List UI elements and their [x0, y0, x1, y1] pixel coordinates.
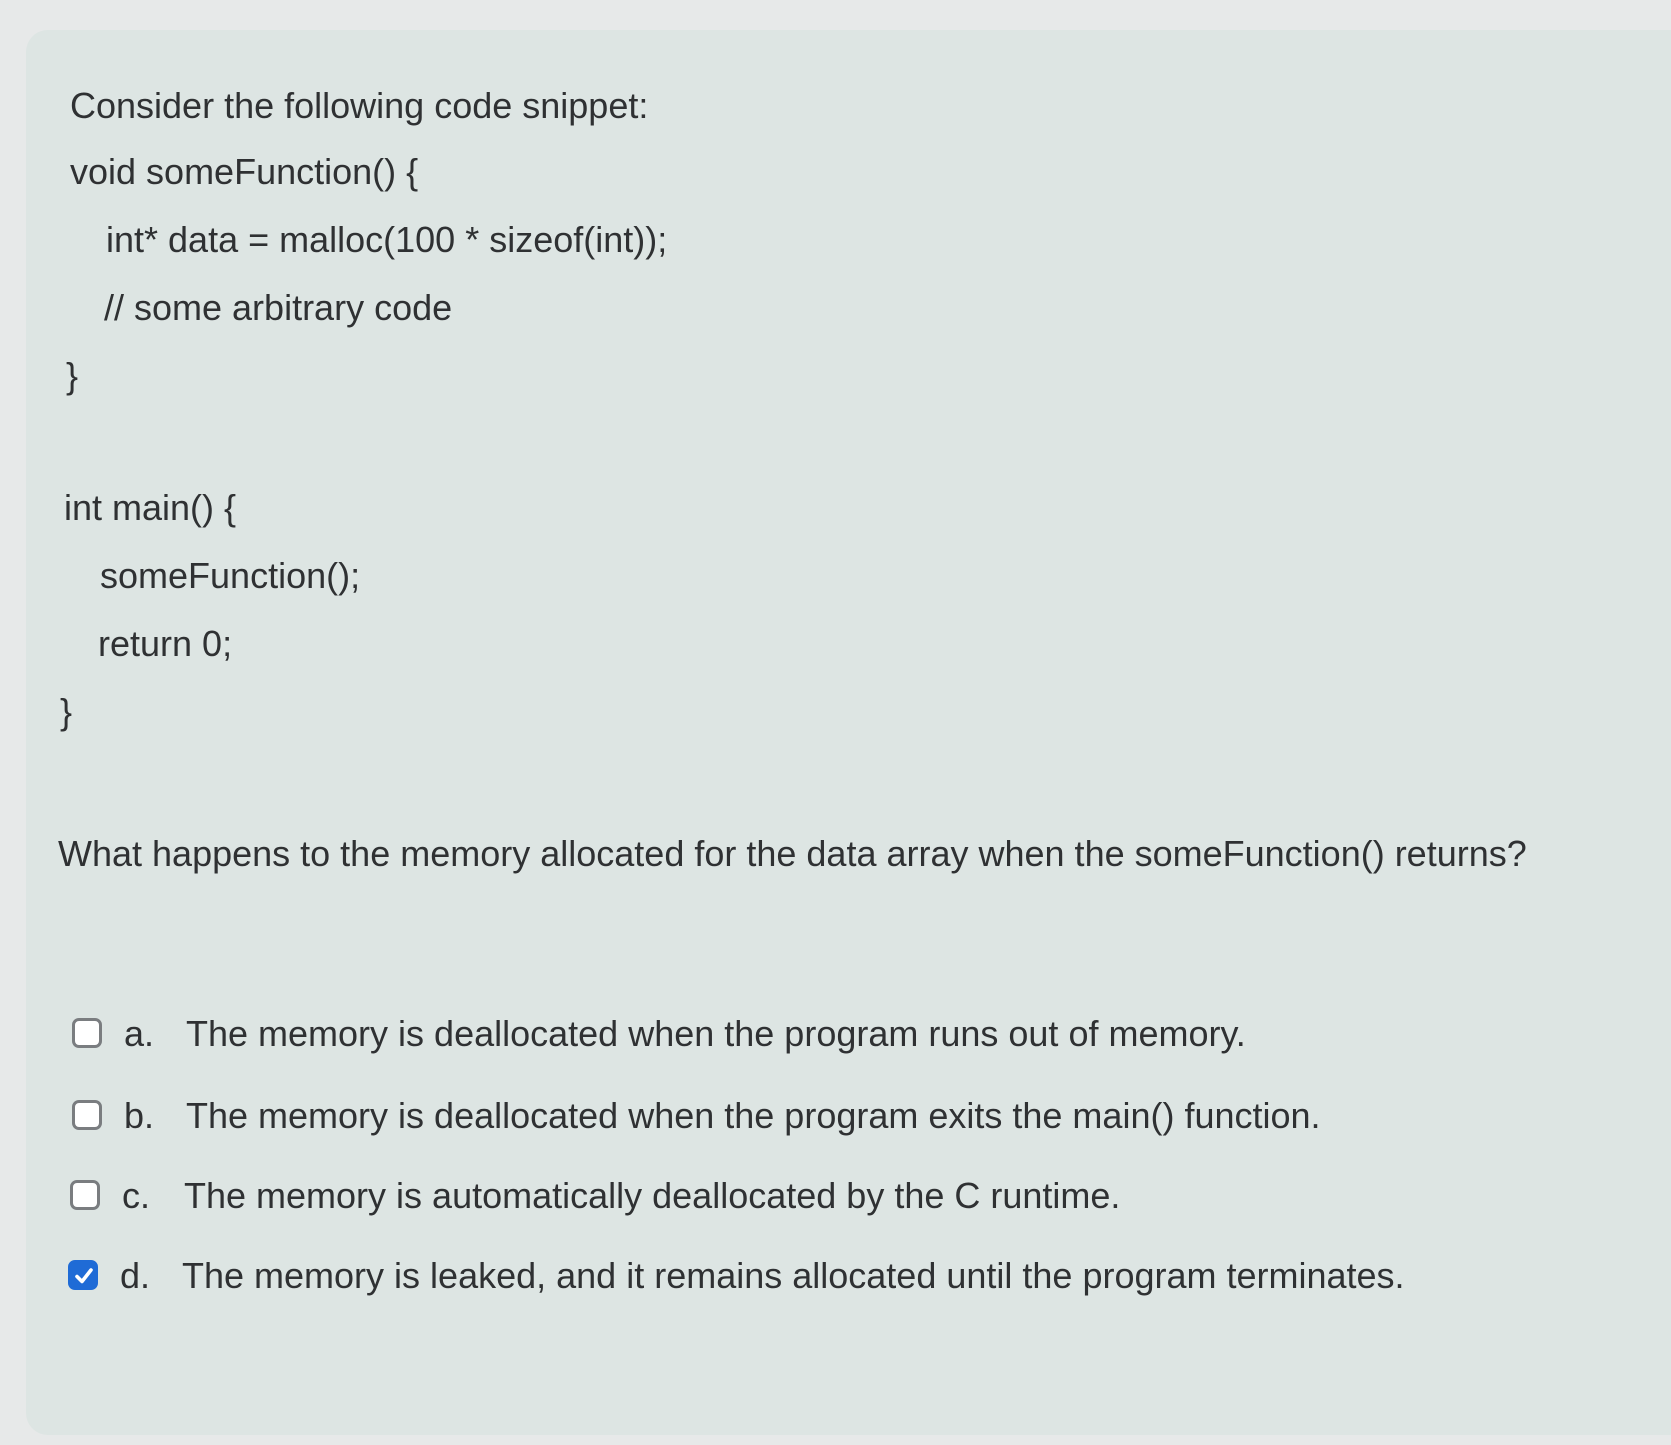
checkmark-icon — [73, 1265, 95, 1287]
checkbox-option-c[interactable] — [70, 1180, 100, 1210]
code-line-5: int main() { — [64, 487, 237, 528]
code-line-4: } — [66, 355, 79, 396]
option-letter: a. — [124, 1013, 155, 1054]
question-prompt: What happens to the memory allocated for the data array when the someFunction() returns? — [58, 833, 1527, 874]
code-line-6: someFunction(); — [100, 555, 361, 596]
code-line-3: // some arbitrary code — [104, 287, 453, 328]
checkbox-option-a[interactable] — [72, 1018, 102, 1048]
checkbox-option-b[interactable] — [72, 1100, 102, 1130]
code-line-7: return 0; — [98, 623, 233, 664]
code-line-1: void someFunction() { — [70, 151, 419, 192]
code-line-2: int* data = malloc(100 * sizeof(int)); — [106, 219, 668, 260]
checkbox-option-d-checked[interactable] — [68, 1260, 98, 1290]
option-text: The memory is leaked, and it remains allocated until the program terminates. — [182, 1255, 1405, 1296]
option-letter: d. — [120, 1255, 151, 1296]
code-line-8: } — [60, 691, 73, 732]
option-letter: c. — [122, 1175, 151, 1216]
option-text: The memory is deallocated when the program exits the main() function. — [186, 1095, 1321, 1136]
option-letter: b. — [124, 1095, 155, 1136]
option-text: The memory is deallocated when the program runs out of memory. — [186, 1013, 1246, 1054]
question-intro: Consider the following code snippet: — [70, 85, 649, 126]
option-text: The memory is automatically deallocated by the C runtime. — [184, 1175, 1121, 1216]
